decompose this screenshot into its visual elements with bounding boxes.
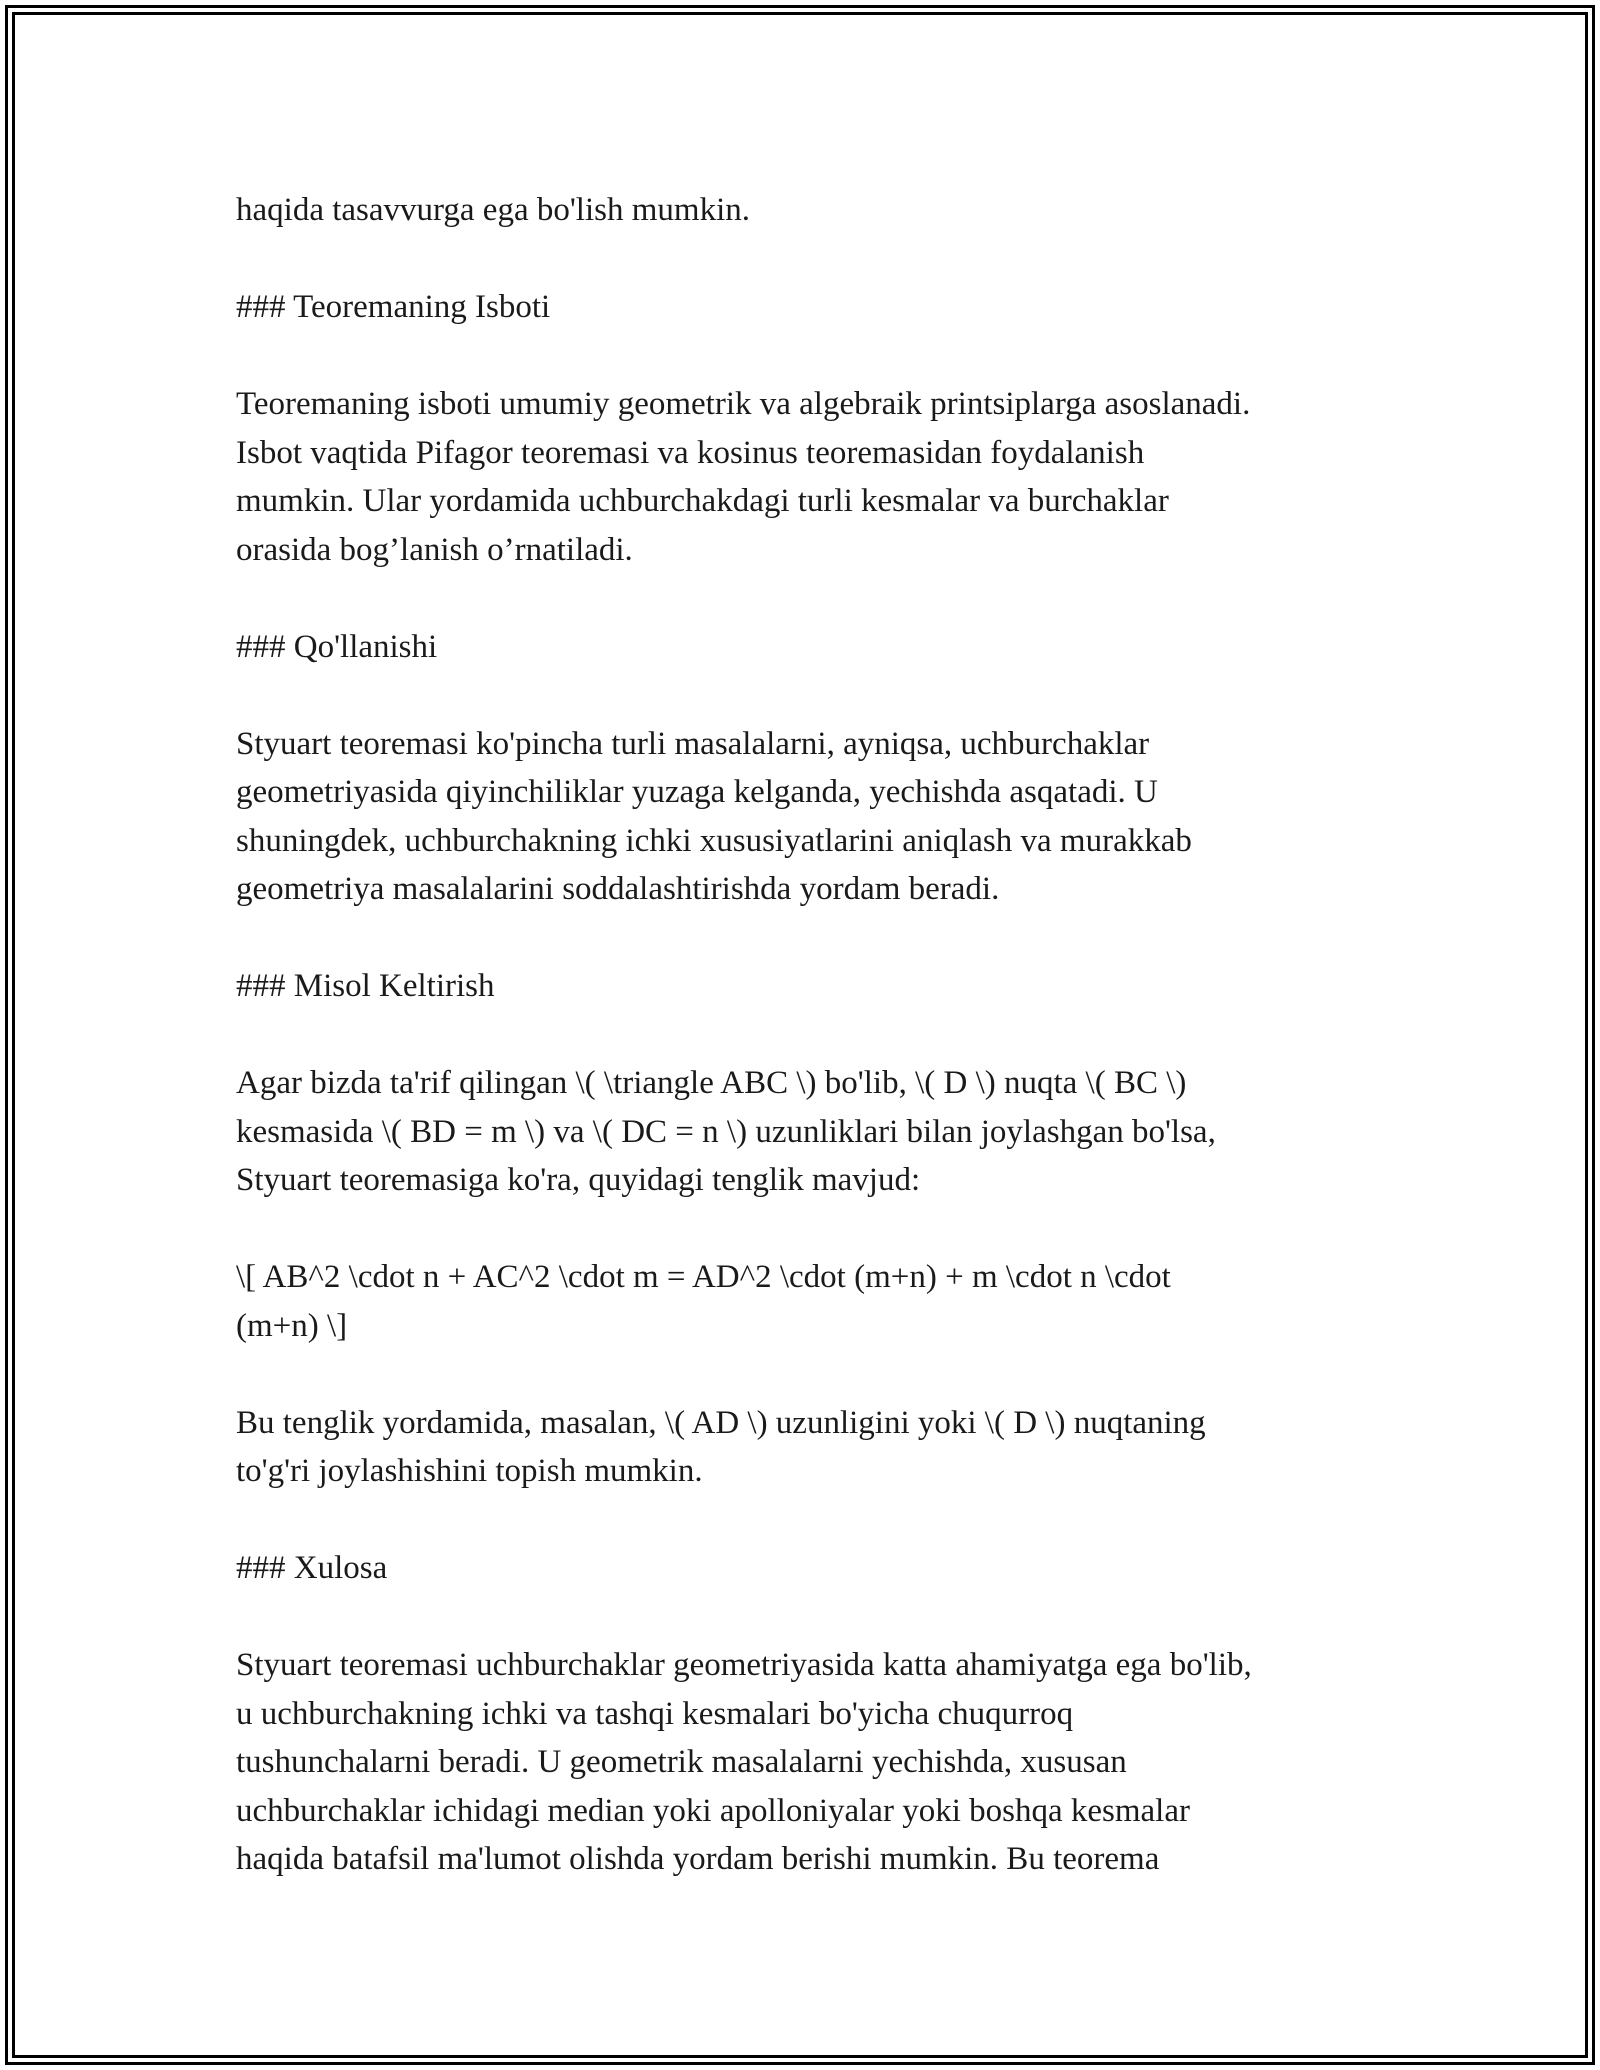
proof-paragraph: Teoremaning isboti umumiy geometrik va algebraik printsiplarga asoslanadi. Isbot vaqtida Pifagor teoremasi va kosinus teoremasidan foydalanish mumkin. Ular yordamida uchburchakdagi turli kesmalar va burchaklar orasida bog’lanish o’rnatiladi. — [236, 386, 1251, 568]
section-heading-proof: ### Teoremaning Isboti — [236, 289, 551, 325]
conclusion-paragraph: Styuart teoremasi uchburchaklar geometriyasida katta ahamiyatga ega bo'lib, u uchburchakning ichki va tashqi kesmalari bo'yicha chuqurroq tushunchalarni beradi. U geometrik masalalarni yechishda, xususan uchburchaklar ichidagi median yoki apolloniyalar yoki boshqa kesmalar haqida batafsil ma'lumot olishda yordam berishi mumkin. Bu teorema — [236, 1647, 1252, 1877]
section-heading-example: ### Misol Keltirish — [236, 968, 495, 1004]
example-paragraph: Agar bizda ta'rif qilingan \( \triangle ABC \) bo'lib, \( D \) nuqta \( BC \) kesmasida \( BD = m \) va \( DC = n \) uzunliklari bilan joylashgan bo'lsa, Styuart teoremasiga ko'ra, quyidagi tenglik mavjud: — [236, 1065, 1216, 1198]
section-heading-application: ### Qo'llanishi — [236, 628, 438, 665]
formula-usage-paragraph: Bu tenglik yordamida, masalan, \( AD \) uzunligini yoki \( D \) nuqtaning to'g'ri joylashishini topish mumkin. — [236, 1404, 1206, 1489]
formula-paragraph: \[ AB^2 \cdot n + AC^2 \cdot m = AD^2 \cdot (m+n) + m \cdot n \cdot (m+n) \] — [236, 1259, 1171, 1344]
page-content — [236, 186, 1386, 1884]
section-heading-conclusion: ### Xulosa — [236, 1550, 388, 1586]
intro-continuation-paragraph: haqida tasavvurga ega bo'lish mumkin. — [236, 192, 750, 228]
application-paragraph: Styuart teoremasi ko'pincha turli masalalarni, ayniqsa, uchburchaklar geometriyasida qiyinchiliklar yuzaga kelganda, yechishda asqatadi. U shuningdek, uchburchakning ichki xususiyatlarini aniqlash va murakkab geometriya masalalarini soddalashtirishda yordam beradi. — [236, 725, 1192, 907]
